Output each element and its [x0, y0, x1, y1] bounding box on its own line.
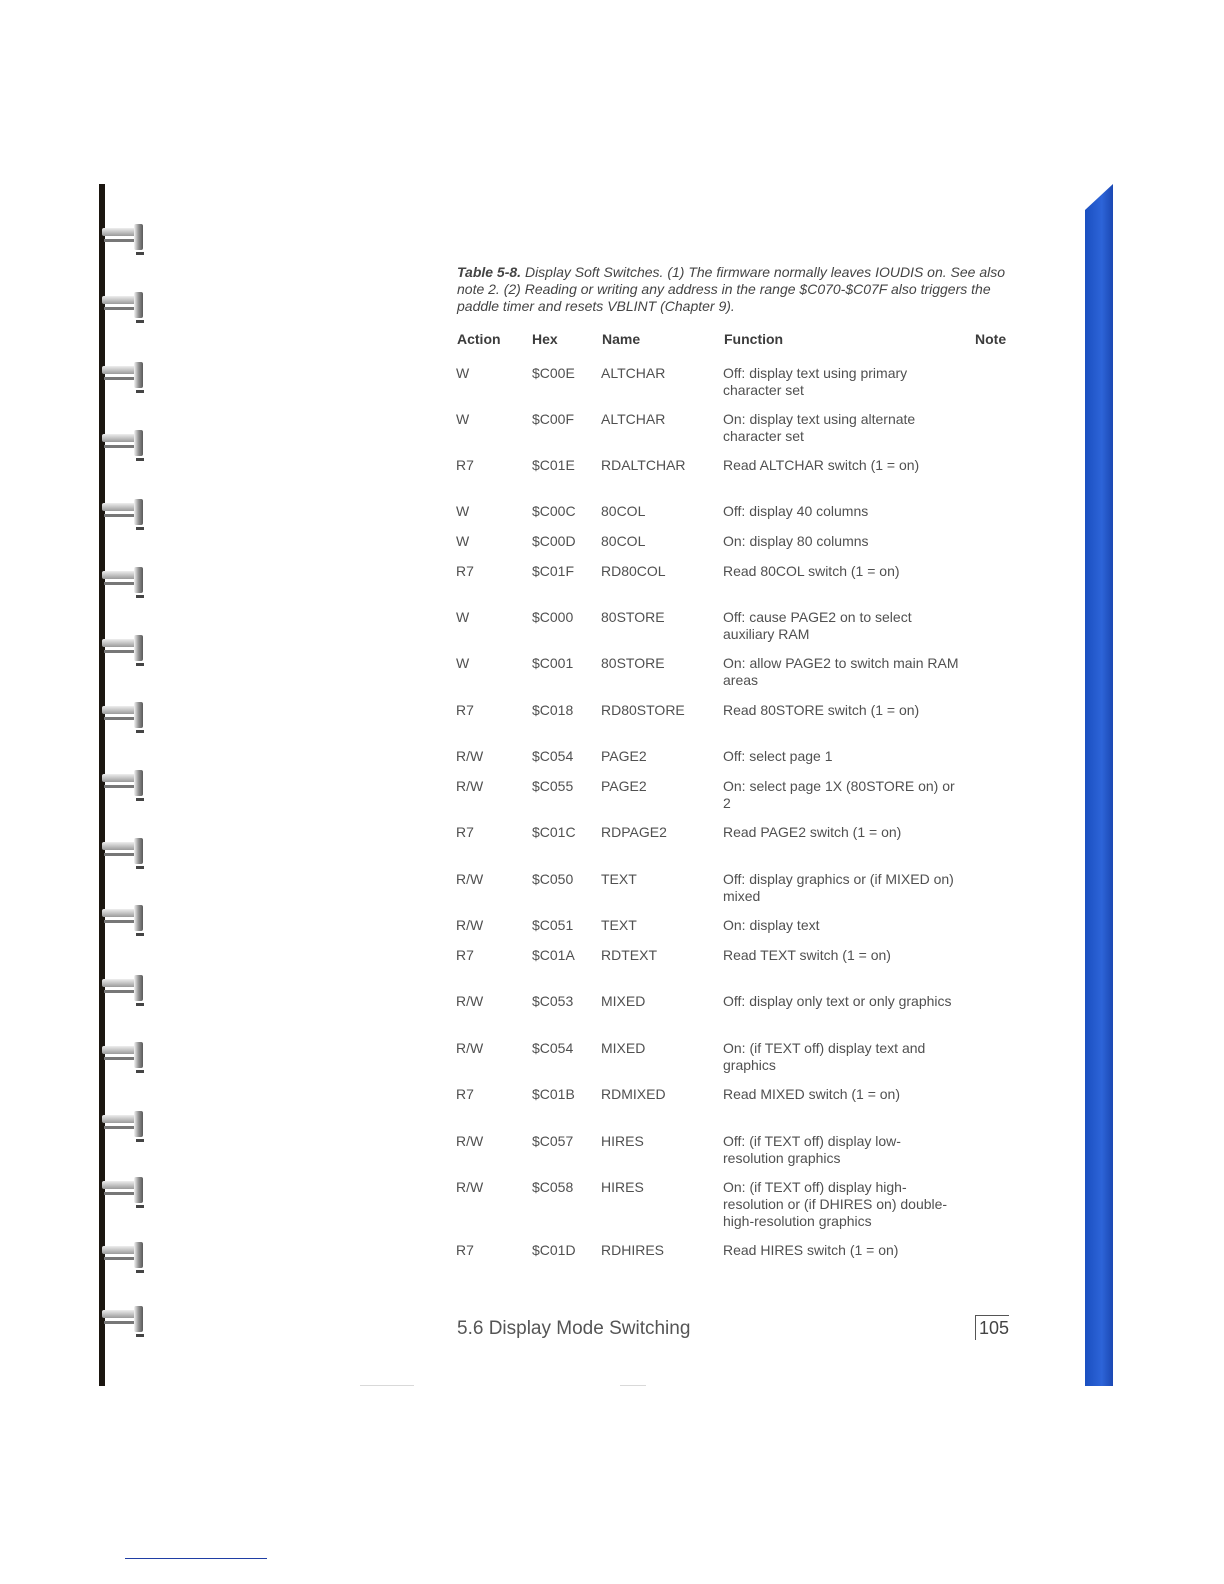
name-cell: RDHIRES	[601, 1242, 665, 1258]
hex-cell: $C000	[532, 609, 574, 625]
function-cell: On: (if TEXT off) display high-resolution or (if DHIRES on) double-high-resolution graphics	[723, 1179, 948, 1229]
hex-cell: $C00D	[532, 533, 576, 549]
function-cell: Read 80STORE switch (1 = on)	[723, 702, 920, 718]
action-cell: W	[456, 609, 470, 625]
function-cell: Read ALTCHAR switch (1 = on)	[723, 457, 920, 473]
action-cell: R/W	[456, 778, 484, 794]
action-cell: W	[456, 503, 470, 519]
function-cell: On: (if TEXT off) display text and graphics	[723, 1040, 926, 1073]
hex-cell: $C054	[532, 748, 574, 764]
function-cell: On: allow PAGE2 to switch main RAM areas	[723, 655, 959, 688]
table-caption	[457, 264, 1017, 315]
function-cell: Read 80COL switch (1 = on)	[723, 563, 900, 579]
spiral-loop	[96, 700, 150, 736]
spiral-loop	[96, 360, 150, 396]
name-cell: MIXED	[601, 993, 646, 1009]
hex-cell: $C050	[532, 871, 574, 887]
action-cell: W	[456, 411, 470, 427]
page-edge-mark	[620, 1385, 646, 1386]
bottom-rule	[125, 1558, 267, 1559]
header-name: Name	[602, 331, 641, 347]
spiral-loop	[96, 1304, 150, 1340]
page-number: 105	[975, 1315, 1009, 1340]
spiral-loop	[96, 222, 150, 258]
action-cell: R/W	[456, 871, 484, 887]
hex-cell: $C01F	[532, 563, 575, 579]
action-cell: R/W	[456, 993, 484, 1009]
function-cell: On: display text	[723, 917, 820, 933]
blue-index-tab	[1085, 184, 1113, 1386]
spiral-loop	[96, 565, 150, 601]
spiral-loop	[96, 290, 150, 326]
hex-cell: $C01B	[532, 1086, 575, 1102]
action-cell: W	[456, 655, 470, 671]
hex-cell: $C055	[532, 778, 574, 794]
spiral-loop	[96, 1175, 150, 1211]
function-cell: Off: display text using primary character set	[723, 365, 908, 398]
action-cell: R/W	[456, 917, 484, 933]
function-cell: Off: display only text or only graphics	[723, 993, 952, 1009]
name-cell: PAGE2	[601, 778, 647, 794]
name-cell: RDMIXED	[601, 1086, 666, 1102]
page-edge-mark	[360, 1385, 414, 1386]
spiral-loop	[96, 973, 150, 1009]
name-cell: RDALTCHAR	[601, 457, 686, 473]
name-cell: MIXED	[601, 1040, 646, 1056]
name-cell: 80STORE	[601, 609, 665, 625]
name-cell: HIRES	[601, 1179, 644, 1195]
name-cell: RDTEXT	[601, 947, 657, 963]
table-caption-label: Table 5-8.	[457, 264, 522, 280]
spiral-loop	[96, 903, 150, 939]
action-cell: W	[456, 365, 470, 381]
name-cell: ALTCHAR	[601, 411, 666, 427]
name-cell: RD80COL	[601, 563, 666, 579]
function-cell: Off: select page 1	[723, 748, 833, 764]
hex-cell: $C00F	[532, 411, 575, 427]
spiral-loop	[96, 1109, 150, 1145]
action-cell: R7	[456, 947, 474, 963]
name-cell: PAGE2	[601, 748, 647, 764]
action-cell: R7	[456, 1242, 474, 1258]
hex-cell: $C051	[532, 917, 574, 933]
name-cell: 80COL	[601, 503, 646, 519]
name-cell: TEXT	[601, 871, 637, 887]
action-cell: R/W	[456, 1040, 484, 1056]
action-cell: R7	[456, 457, 474, 473]
spiral-loop	[96, 497, 150, 533]
spiral-loop	[96, 836, 150, 872]
function-cell: Off: cause PAGE2 on to select auxiliary RAM	[723, 609, 912, 642]
hex-cell: $C00E	[532, 365, 575, 381]
name-cell: 80STORE	[601, 655, 665, 671]
spiral-loop	[96, 428, 150, 464]
hex-cell: $C057	[532, 1133, 574, 1149]
hex-cell: $C001	[532, 655, 574, 671]
header-hex: Hex	[532, 331, 558, 347]
action-cell: R/W	[456, 748, 484, 764]
header-function: Function	[724, 331, 784, 347]
function-cell: Off: display graphics or (if MIXED on) mixed	[723, 871, 954, 904]
function-cell: Read HIRES switch (1 = on)	[723, 1242, 899, 1258]
hex-cell: $C054	[532, 1040, 574, 1056]
section-title: 5.6 Display Mode Switching	[457, 1318, 691, 1339]
function-cell: On: display text using alternate character set	[723, 411, 916, 444]
hex-cell: $C018	[532, 702, 574, 718]
action-cell: R7	[456, 563, 474, 579]
spiral-loop	[96, 633, 150, 669]
spiral-loop	[96, 1240, 150, 1276]
hex-cell: $C058	[532, 1179, 574, 1195]
action-cell: W	[456, 533, 470, 549]
action-cell: R7	[456, 824, 474, 840]
name-cell: RDPAGE2	[601, 824, 667, 840]
table-caption-text: Display Soft Switches. (1) The firmware normally leaves IOUDIS on. See also note 2. (2) Reading or writing any address in the range $C070-$C07F also triggers the paddle timer and resets VBLINT (Chapter 9).	[457, 264, 1006, 314]
header-action: Action	[457, 331, 501, 347]
action-cell: R7	[456, 1086, 474, 1102]
function-cell: Read MIXED switch (1 = on)	[723, 1086, 901, 1102]
function-cell: Read PAGE2 switch (1 = on)	[723, 824, 902, 840]
name-cell: ALTCHAR	[601, 365, 666, 381]
name-cell: HIRES	[601, 1133, 644, 1149]
hex-cell: $C01A	[532, 947, 575, 963]
name-cell: RD80STORE	[601, 702, 685, 718]
function-cell: Off: (if TEXT off) display low-resolution graphics	[723, 1133, 901, 1166]
hex-cell: $C01C	[532, 824, 576, 840]
function-cell: On: select page 1X (80STORE on) or 2	[723, 778, 955, 811]
header-note: Note	[975, 331, 1007, 347]
name-cell: TEXT	[601, 917, 637, 933]
function-cell: Off: display 40 columns	[723, 503, 869, 519]
hex-cell: $C01D	[532, 1242, 576, 1258]
hex-cell: $C053	[532, 993, 574, 1009]
hex-cell: $C00C	[532, 503, 576, 519]
action-cell: R7	[456, 702, 474, 718]
function-cell: On: display 80 columns	[723, 533, 869, 549]
function-cell: Read TEXT switch (1 = on)	[723, 947, 891, 963]
hex-cell: $C01E	[532, 457, 575, 473]
name-cell: 80COL	[601, 533, 646, 549]
spiral-loop	[96, 768, 150, 804]
action-cell: R/W	[456, 1133, 484, 1149]
action-cell: R/W	[456, 1179, 484, 1195]
spiral-loop	[96, 1040, 150, 1076]
